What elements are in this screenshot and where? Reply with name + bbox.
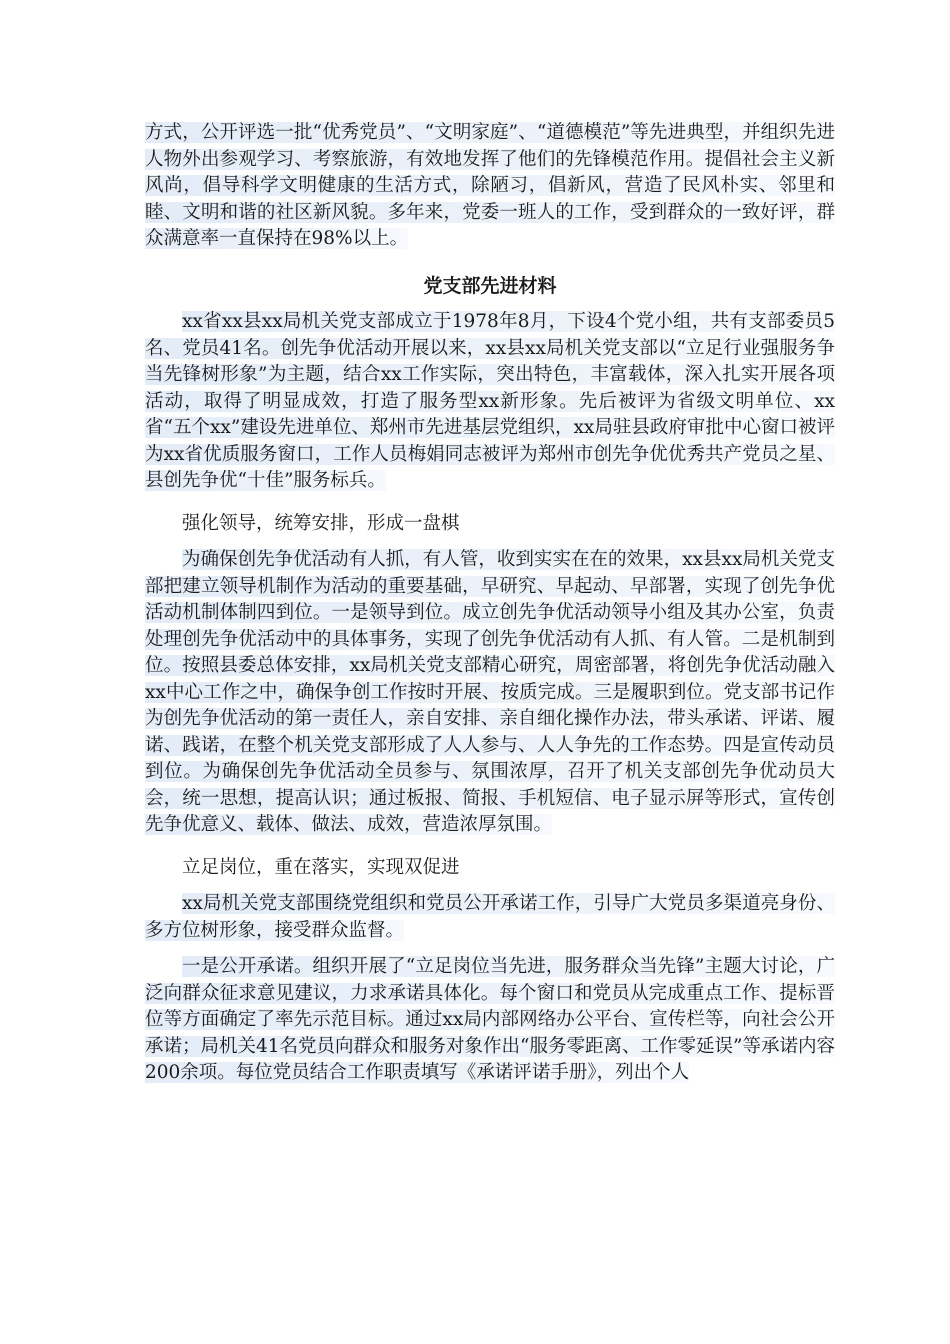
paragraph-1-text: xx省xx县xx局机关党支部成立于1978年8月，下设4个党小组，共有支部委员5名、党员41名。创先争优活动开展以来，xx县xx局机关党支部以“立足行业强服务争当先锋树形象”为主题，结合xx工作实际，突出特色，丰富载体，深入扎实开展各项活动，取得了明显成效，打造了服务型xx新形象。先后被评为省级文明单位、xx省“五个xx”建设先进单位、郑州市先进基层党组织，xx局驻县政府审批中心窗口被评为xx省优质服务窗口，工作人员梅娟同志被评为郑州市创先争优优秀共产党员之星、县创先争优“十佳”服务标兵。 <box>145 311 835 491</box>
paragraph-4 <box>145 954 835 1087</box>
intro-paragraph-text: 方式，公开评选一批“优秀党员”、“文明家庭”、“道德模范”等先进典型，并组织先进人物外出参观学习、考察旅游，有效地发挥了他们的先锋模范作用。提倡社会主义新风尚，倡导科学文明健康的生活方式，除陋习，倡新风，营造了民风朴实、邻里和睦、文明和谐的社区新风貌。多年来，党委一班人的工作，受到群众的一致好评，群众满意率一直保持在98%以上。 <box>145 122 835 249</box>
paragraph-2 <box>145 547 835 839</box>
paragraph-3-text: xx局机关党支部围绕党组织和党员公开承诺工作，引导广大党员多渠道亮身份、多方位树形象，接受群众监督。 <box>145 893 835 941</box>
section-heading-1: 强化领导，统筹安排，形成一盘棋 <box>182 512 460 534</box>
document-page <box>145 120 835 1087</box>
paragraph-1 <box>145 309 835 495</box>
paragraph-3 <box>145 891 835 944</box>
paragraph-2-text: 为确保创先争优活动有人抓，有人管，收到实实在在的效果，xx县xx局机关党支部把建立领导机制作为活动的重要基础，早研究、早起动、早部署，实现了创先争优活动机制体制四到位。一是领导到位。成立创先争优活动领导小组及其办公室，负责处理创先争优活动中的具体事务，实现了创先争优活动有人抓、有人管。二是机制到位。按照县委总体安排，xx局机关党支部精心研究，周密部署，将创先争优活动融入xx中心工作之中，确保争创工作按时开展、按质完成。三是履职到位。党支部书记作为创先争优活动的第一责任人，亲自安排、亲自细化操作办法，带头承诺、评诺、履诺、践诺，在整个机关党支部形成了人人参与、人人争先的工作态势。四是宣传动员到位。为确保创先争优活动全员参与、氛围浓厚，召开了机关支部创先争优动员大会，统一思想，提高认识；通过板报、简报、手机短信、电子显示屏等形式，宣传创先争优意义、载体、做法、成效，营造浓厚氛围。 <box>145 549 835 835</box>
paragraph-4-text: 一是公开承诺。组织开展了“立足岗位当先进，服务群众当先锋”主题大讨论，广泛向群众征求意见建议，力求承诺具体化。每个窗口和党员从完成重点工作、提标晋位等方面确定了率先示范目标。通过xx局内部网络办公平台、宣传栏等，向社会公开承诺；局机关41名党员向群众和服务对象作出“服务零距离、工作零延误”等承诺内容200余项。每位党员结合工作职责填写《承诺评诺手册》，列出个人 <box>145 956 835 1083</box>
intro-paragraph <box>145 120 835 253</box>
document-title: 党支部先进材料 <box>423 274 557 297</box>
section-heading-2: 立足岗位，重在落实，实现双促进 <box>182 856 460 878</box>
